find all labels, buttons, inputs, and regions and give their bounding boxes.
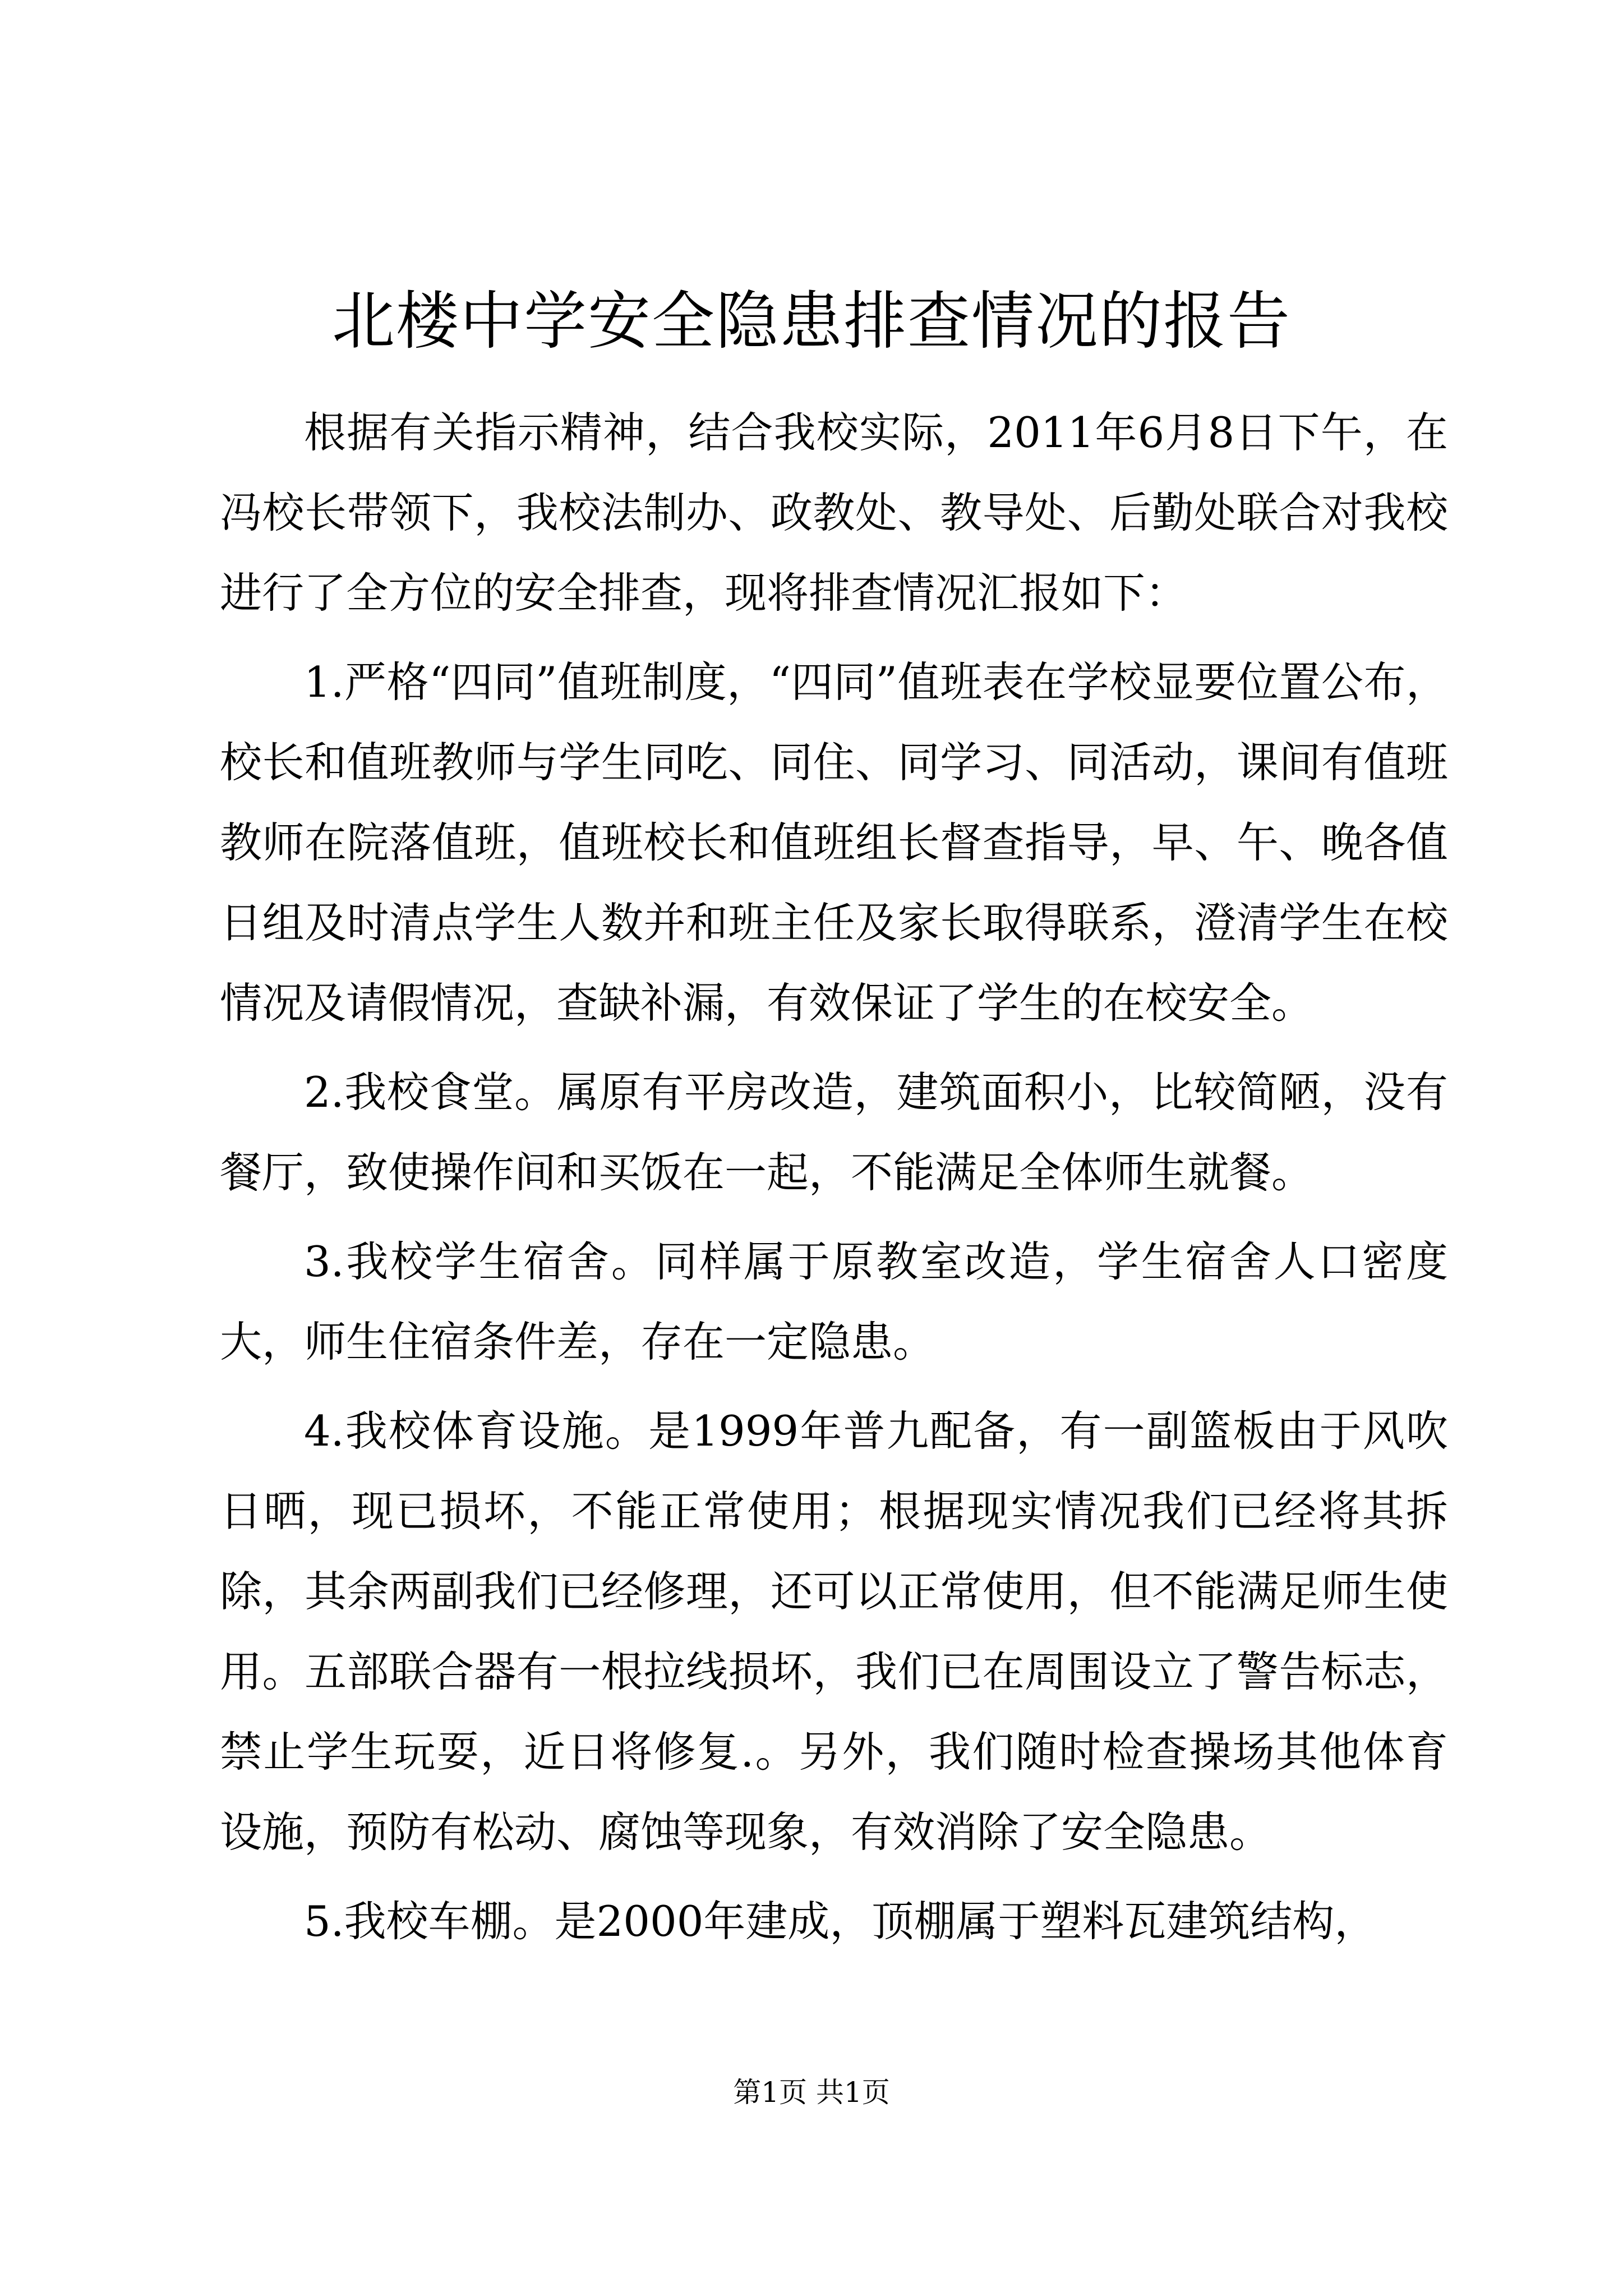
- paragraph-item-4: 4.我校体育设施。是1999年普九配备，有一副篮板由于风吹日晒，现已损坏，不能正常使用；根据现实情况我们已经将其拆除，其余两副我们已经修理，还可以正常使用，但不能满足师生使用。五部联合器有一根拉线损坏，我们已在周围设立了警告标志，禁止学生玩耍，近日将修复.。另外，我们随时检查操场其他体育设施，预防有松动、腐蚀等现象，有效消除了安全隐患。: [220, 1406, 1448, 1857]
- document-title: 北楼中学安全隐患排查情况的报告: [332, 285, 1291, 358]
- page-footer: 第1页 共1页: [733, 2076, 890, 2109]
- paragraph-item-5: 5.我校车棚。是2000年建成，顶棚属于塑料瓦建筑结构，: [304, 1897, 1377, 1946]
- paragraph-intro: 根据有关指示精神，结合我校实际，2011年6月8日下午，在冯校长带领下，我校法制办、政教处、教导处、后勤处联合对我校进行了全方位的安全排查，现将排查情况汇报如下：: [220, 408, 1448, 618]
- paragraph-item-3: 3.我校学生宿舍。同样属于原教室改造，学生宿舍人口密度大，师生住宿条件差，存在一定隐患。: [220, 1237, 1448, 1366]
- paragraph-item-2: 2.我校食堂。属原有平房改造，建筑面积小，比较简陋，没有餐厅，致使操作间和买饭在一起，不能满足全体师生就餐。: [220, 1068, 1448, 1197]
- paragraph-item-1: 1.严格“四同”值班制度，“四同”值班表在学校显要位置公布，校长和值班教师与学生同吃、同住、同学习、同活动，课间有值班教师在院落值班，值班校长和值班组长督查指导，早、午、晚各值日组及时清点学生人数并和班主任及家长取得联系，澄清学生在校情况及请假情况，查缺补漏，有效保证了学生的在校安全。: [220, 657, 1448, 1028]
- document-body: [220, 393, 1448, 1971]
